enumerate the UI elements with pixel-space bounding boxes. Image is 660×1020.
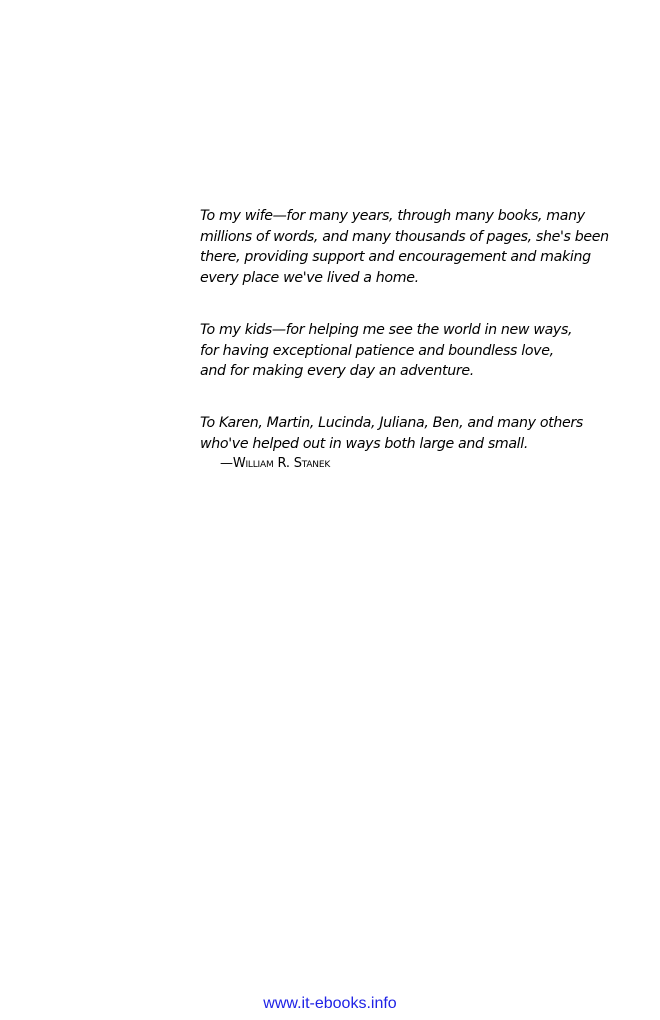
text-line: there, providing support and encouragement and making [200, 249, 591, 266]
author-signature [220, 456, 330, 471]
text-line: To Karen, Martin, Lucinda, Juliana, Ben, and many others [200, 415, 583, 431]
text-line: To my wife—for many years, through many books, many [200, 208, 585, 224]
signature-dash: — [220, 456, 233, 471]
text-line: and for making every day an adventure. [200, 363, 474, 380]
text-line: To my kids—for helping me see the world in new ways, [200, 322, 573, 338]
text-line: every place we've lived a home. [200, 270, 419, 287]
text-line: millions of words, and many thousands of pages, she's been [200, 228, 609, 245]
text-line: who've helped out in ways both large and small. [200, 435, 529, 452]
footer-website-link[interactable]: www.it-ebooks.info [263, 995, 397, 1012]
dedication-paragraph-kids [200, 320, 572, 382]
text-line: for having exceptional patience and boundless love, [200, 342, 554, 359]
signature-name: William R. Stanek [232, 456, 331, 471]
dedication-paragraph-friends [200, 413, 583, 454]
dedication-paragraph-wife [200, 206, 609, 289]
